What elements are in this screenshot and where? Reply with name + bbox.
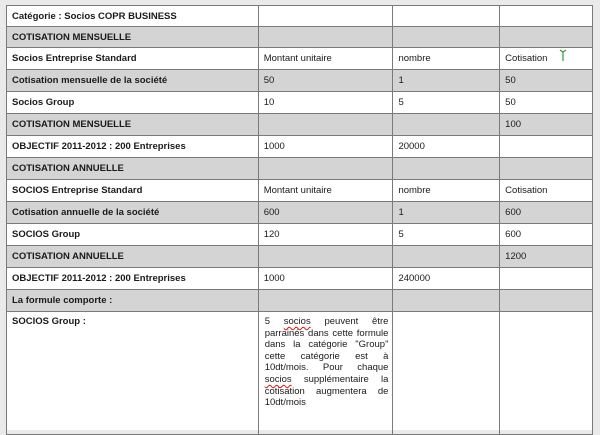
nombre-cell[interactable]: 1 (393, 202, 500, 224)
cotisation-cell[interactable]: 50 (500, 70, 593, 92)
cotisation-cell[interactable] (500, 158, 593, 180)
montant-cell[interactable] (258, 27, 393, 48)
table-row (7, 268, 593, 290)
row-label-cell[interactable]: SOCIOS Group : (7, 312, 259, 435)
row-label-cell[interactable]: SOCIOS Entreprise Standard (7, 180, 259, 202)
description-text: supplémentaire la cotisation augmentera de 10dt/mois (264, 373, 389, 409)
table-row (7, 224, 593, 246)
table-row (7, 180, 593, 202)
nombre-cell[interactable] (393, 6, 500, 27)
nombre-cell[interactable]: 20000 (393, 136, 500, 158)
cotisation-cell[interactable]: 600 (500, 202, 593, 224)
montant-cell[interactable] (258, 246, 393, 268)
row-label-cell[interactable]: Socios Entreprise Standard (7, 48, 259, 70)
formula-description-cell[interactable] (258, 312, 393, 435)
cotisation-cell[interactable] (500, 290, 593, 312)
table-row (7, 158, 593, 180)
row-label-cell[interactable]: COTISATION MENSUELLE (7, 114, 259, 136)
cotisation-cell[interactable]: 100 (500, 114, 593, 136)
spellcheck-flagged-word: socios (283, 316, 311, 327)
montant-cell[interactable]: Montant unitaire (258, 48, 393, 70)
cotisation-cell[interactable] (500, 312, 593, 435)
table-row (7, 246, 593, 268)
montant-cell[interactable]: 50 (258, 70, 393, 92)
table-row (7, 70, 593, 92)
spellcheck-flagged-word: socios (264, 373, 292, 385)
nombre-cell[interactable]: 5 (393, 224, 500, 246)
cotisation-cell[interactable] (500, 136, 593, 158)
nombre-cell[interactable] (393, 27, 500, 48)
montant-cell[interactable] (258, 158, 393, 180)
cotisation-cell[interactable]: 1200 (500, 246, 593, 268)
row-label-cell[interactable]: OBJECTIF 2011-2012 : 200 Entreprises (7, 268, 259, 290)
nombre-cell[interactable]: nombre (393, 48, 500, 70)
table-row (7, 48, 593, 70)
cotisation-table (6, 5, 593, 435)
row-label-cell[interactable]: COTISATION MENSUELLE (7, 27, 259, 48)
montant-cell[interactable]: 1000 (258, 268, 393, 290)
table-row (7, 114, 593, 136)
nombre-cell[interactable] (393, 158, 500, 180)
nombre-cell[interactable]: nombre (393, 180, 500, 202)
row-label-cell[interactable]: Cotisation mensuelle de la société (7, 70, 259, 92)
row-label-cell[interactable]: SOCIOS Group (7, 224, 259, 246)
description-text: 5 (264, 316, 284, 327)
cotisation-cell[interactable] (500, 268, 593, 290)
cotisation-cell[interactable]: Cotisation (500, 48, 593, 70)
nombre-cell[interactable] (393, 290, 500, 312)
nombre-cell[interactable] (393, 312, 500, 435)
row-label-cell[interactable]: Catégorie : Socios COPR BUSINESS (7, 6, 259, 27)
montant-cell[interactable]: 1000 (258, 136, 393, 158)
cotisation-cell[interactable]: Cotisation (500, 180, 593, 202)
text-cursor-icon (559, 49, 567, 62)
row-label-cell[interactable]: Socios Group (7, 92, 259, 114)
row-label-cell[interactable]: COTISATION ANNUELLE (7, 158, 259, 180)
montant-cell[interactable] (258, 114, 393, 136)
document-page[interactable] (6, 5, 593, 430)
nombre-cell[interactable] (393, 246, 500, 268)
table-row (7, 290, 593, 312)
montant-cell[interactable]: 120 (258, 224, 393, 246)
description-text: peuvent être parrainés dans cette formule dans la catégorie "Group" cette catégorie est à 10dt/mois. Pour chaque (264, 316, 389, 374)
nombre-cell[interactable]: 1 (393, 70, 500, 92)
table-row (7, 27, 593, 48)
table-row (7, 202, 593, 224)
table-row (7, 6, 593, 27)
montant-cell[interactable] (258, 290, 393, 312)
table-row (7, 92, 593, 114)
row-label-cell[interactable]: OBJECTIF 2011-2012 : 200 Entreprises (7, 136, 259, 158)
row-label-cell[interactable]: Cotisation annuelle de la société (7, 202, 259, 224)
row-label-cell[interactable]: COTISATION ANNUELLE (7, 246, 259, 268)
cotisation-cell[interactable]: 50 (500, 92, 593, 114)
table-body (7, 6, 593, 435)
table-row (7, 136, 593, 158)
cotisation-cell[interactable]: 600 (500, 224, 593, 246)
nombre-cell[interactable]: 5 (393, 92, 500, 114)
montant-cell[interactable]: 10 (258, 92, 393, 114)
row-label-cell[interactable]: La formule comporte : (7, 290, 259, 312)
nombre-cell[interactable] (393, 114, 500, 136)
montant-cell[interactable]: 600 (258, 202, 393, 224)
cotisation-cell[interactable] (500, 27, 593, 48)
montant-cell[interactable] (258, 6, 393, 27)
nombre-cell[interactable]: 240000 (393, 268, 500, 290)
montant-cell[interactable]: Montant unitaire (258, 180, 393, 202)
table-row (7, 312, 593, 435)
cotisation-cell[interactable] (500, 6, 593, 27)
